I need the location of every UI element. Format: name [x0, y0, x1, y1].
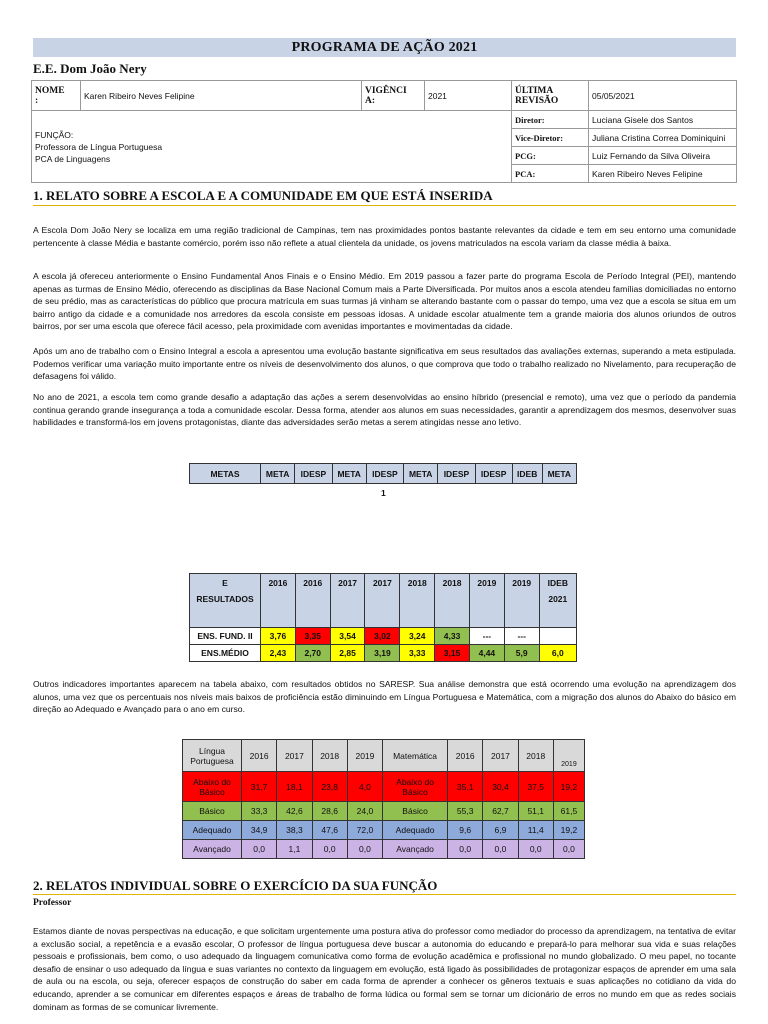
saresp-cell: 6,9	[483, 821, 518, 840]
saresp-cell: 55,3	[448, 802, 483, 821]
section-1-paragraph-2: A escola já ofereceu anteriormente o Ensino Fundamental Anos Finais e o Ensino Médio. Em 2019 passou a fazer parte do programa Escola de Período Integral (PEI), mantendo apenas as turmas de Ensino Médio, oferecendo as disciplinas da Base Nacional Comum mais a Parte Diversificada. Por muitos anos a escola atendeu famílias domiciliadas no entorno de seu prédio, mas as características do público que procura matrícula em suas turmas já vinham se alterando bastante com o passar do tempo, uma vez que a escola se situa em um bairro antigo da cidade e a comunidade nos arredores da escola consiste em pessoas idosas. A unidade escolar atualmente tem a grande maioria dos alunos oriundos de outros bairros, por ser uma escola que oferece fácil acesso, pela proximidade com avenidas importantes e movimentadas da cidade.	[33, 271, 736, 332]
saresp-cell: 37,5	[518, 772, 553, 802]
results-year-header: 2019	[469, 574, 504, 628]
nome-label: NOME	[35, 85, 65, 96]
section-2-paragraph: Estamos diante de novas perspectivas na educação, e que solicitam urgentemente uma postura ativa do professor como mediador do processo da aprendizagem, na tentativa de evitar a exclusão social, a repetência e a evasão escolar, O professor de língua portuguesa deve buscar a autonomia do educando e prepará-lo para melhorar sua vida e suas relações pessoais e profissionais, bem como, o uso adequado da linguagem comunicativa como forma de evolução acadêmica e profissional no mundo globalizado. O meu papel, no tocante desafio de ensinar o uso adequado da língua e suas variantes no contexto da linguagem em evolução, está ligado às possibilidades de protagonizar espaços de aprender em uma sala de aula ou na escola, ou seja, oferecer espaços de construção do saber em cada forma de aprender a conhecer os gêneros textuais e suas aplicações no cotidiano da vida do educando, aprender a se comunicar em diferentes espaços e áreas de trabalho de forma lúdica ou formal sem se tornar um dicionário de erros no mundo em que as redes sociais dominam as formas de se comunicar livremente.	[33, 926, 736, 1012]
section-2-title: 2. RELATOS INDIVIDUAL SOBRE O EXERCÍCIO DA SUA FUNÇÃO	[33, 878, 438, 893]
results-row-label: ENS. FUND. II	[190, 628, 261, 645]
results-cell: 5,9	[504, 645, 539, 662]
saresp-cell: 0,0	[448, 840, 483, 859]
page-title: PROGRAMA DE AÇÃO 2021	[33, 38, 736, 57]
results-row-label: ENS.MÉDIO	[190, 645, 261, 662]
revisao-label-2: REVISÃO	[515, 95, 559, 106]
saresp-level-label: Avançado	[183, 840, 242, 859]
vigencia-value: 2021	[425, 81, 512, 111]
vigencia-label-2: A:	[365, 95, 376, 106]
results-header-label-2: RESULTADOS	[196, 594, 254, 604]
revisao-label-cell	[512, 81, 589, 111]
saresp-cell: 0,0	[483, 840, 518, 859]
staff-value: Karen Ribeiro Neves Felipine	[589, 165, 737, 183]
saresp-lp-header-2: Portuguesa	[190, 755, 234, 766]
results-year-header: 2016	[261, 574, 296, 628]
saresp-cell: 19,2	[553, 772, 584, 802]
section-2-rule	[33, 894, 736, 895]
table-row	[183, 772, 585, 802]
saresp-cell: 34,9	[242, 821, 277, 840]
results-year-header: 2018	[400, 574, 435, 628]
metas-header-cell: META	[404, 464, 438, 484]
saresp-cell: 0,0	[518, 840, 553, 859]
section-1-paragraph-4: No ano de 2021, a escola tem como grande desafio a adaptação das ações a serem desenvolvidas ao ensino híbrido (presencial e remoto), uma vez que o período da pandemia continua gerando grande insegurança a toda a comunidade escolar. Dessa forma, atender aos alunos em suas necessidades, garantir a aprendizagem dos mesmos, desenvolver suas habilidades e transformá-los em jovens protagonistas, diante das adversidades serão metas a serem atingidas nesse ano letivo.	[33, 392, 736, 428]
results-cell: 3,19	[365, 645, 400, 662]
saresp-level-label: Adequado	[383, 821, 448, 840]
saresp-level-label	[183, 772, 242, 802]
saresp-level-label-1: Abaixo do	[193, 776, 231, 787]
saresp-cell: 24,0	[347, 802, 382, 821]
saresp-cell: 30,4	[483, 772, 518, 802]
saresp-year-header: 2017	[277, 740, 312, 772]
results-cell: 3,54	[330, 628, 365, 645]
saresp-cell: 23,8	[312, 772, 347, 802]
results-year-header: 2019	[504, 574, 539, 628]
staff-label: Diretor:	[512, 111, 589, 129]
staff-value: Luciana Gisele dos Santos	[589, 111, 737, 129]
saresp-level-label: Básico	[383, 802, 448, 821]
saresp-level-label-2: Básico	[199, 786, 225, 797]
results-cell: 4,44	[469, 645, 504, 662]
saresp-cell: 31,7	[242, 772, 277, 802]
staff-label: PCA:	[512, 165, 589, 183]
section-1-title: 1. RELATO SOBRE A ESCOLA E A COMUNIDADE EM QUE ESTÁ INSERIDA	[33, 188, 493, 203]
results-cell: 2,70	[295, 645, 330, 662]
saresp-level-label	[383, 772, 448, 802]
staff-value: Juliana Cristina Correa Dominiquini	[589, 129, 737, 147]
saresp-level-label: Avançado	[383, 840, 448, 859]
nome-colon: :	[35, 95, 39, 106]
saresp-cell: 72,0	[347, 821, 382, 840]
saresp-year-header: 2016	[448, 740, 483, 772]
staff-value: Luiz Fernando da Silva Oliveira	[589, 147, 737, 165]
saresp-cell: 35,1	[448, 772, 483, 802]
results-cell	[539, 628, 576, 645]
table-row	[190, 645, 577, 662]
saresp-cell: 28,6	[312, 802, 347, 821]
saresp-level-label: Adequado	[183, 821, 242, 840]
saresp-year-header: 2018	[312, 740, 347, 772]
saresp-cell: 62,7	[483, 802, 518, 821]
section-1-paragraph-1: A Escola Dom João Nery se localiza em uma região tradicional de Campinas, tem nas proximidades pontos bastante relevantes da cidade e tem em seu entorno uma comunidade pertencente à classe Média e bastante comércio, porém isso não reflete a atual clientela da unidade, os jovens matriculados na escola variam da classe média à baixa.	[33, 225, 736, 248]
saresp-cell: 19,2	[553, 821, 584, 840]
results-ideb-2: 2021	[548, 594, 568, 604]
funcao-line-2: PCA de Linguagens	[35, 153, 111, 164]
saresp-cell: 51,1	[518, 802, 553, 821]
section-1-paragraph-3: Após um ano de trabalho com o Ensino Integral a escola a apresentou uma evolução bastante significativa em seus resultados das avaliações externas, superando a meta estipulada. Podemos verificar uma variação muito importante entre os níveis de desenvolvimento dos alunos, o que comprova que todo o trabalho realizado no Nivelamento, para recuperação de defasagens foi válido.	[33, 346, 736, 382]
saresp-lp-header-1: Língua	[199, 745, 225, 756]
metas-footnote: 1	[381, 488, 386, 498]
results-ideb-header	[539, 574, 576, 628]
saresp-year-header: 2019	[553, 740, 584, 772]
metas-header-cell: IDESP	[366, 464, 403, 484]
nome-value: Karen Ribeiro Neves Felipine	[81, 81, 362, 111]
saresp-lp-header	[183, 740, 242, 772]
results-year-header: 2017	[365, 574, 400, 628]
results-header-label	[190, 574, 261, 628]
saresp-cell: 47,6	[312, 821, 347, 840]
staff-label: Vice-Diretor:	[512, 129, 589, 147]
saresp-level-label-1: Abaixo do	[396, 776, 434, 787]
results-cell: 2,85	[330, 645, 365, 662]
results-cell: ---	[469, 628, 504, 645]
vigencia-label-cell	[362, 81, 425, 111]
table-row	[183, 840, 585, 859]
results-header-label-1: E	[222, 578, 228, 588]
section-1-rule	[33, 205, 736, 206]
results-ideb-1: IDEB	[547, 578, 568, 588]
saresp-cell: 42,6	[277, 802, 312, 821]
saresp-level-label-2: Básico	[402, 786, 428, 797]
table-row	[183, 802, 585, 821]
saresp-mat-header: Matemática	[383, 740, 448, 772]
metas-header-cell: IDESP	[438, 464, 475, 484]
results-year-header: 2016	[295, 574, 330, 628]
metas-header-cell: META	[332, 464, 366, 484]
saresp-cell: 0,0	[347, 840, 382, 859]
saresp-year-header: 2018	[518, 740, 553, 772]
saresp-cell: 38,3	[277, 821, 312, 840]
table-row	[190, 628, 577, 645]
metas-header-cell: IDESP	[475, 464, 512, 484]
results-cell: 3,15	[435, 645, 470, 662]
saresp-cell: 9,6	[448, 821, 483, 840]
results-table	[189, 573, 577, 662]
saresp-cell: 61,5	[553, 802, 584, 821]
results-cell: 3,35	[295, 628, 330, 645]
saresp-year-header: 2017	[483, 740, 518, 772]
revisao-value: 05/05/2021	[589, 81, 737, 111]
saresp-level-label: Básico	[183, 802, 242, 821]
saresp-year-header: 2016	[242, 740, 277, 772]
saresp-cell: 4,0	[347, 772, 382, 802]
section-2-subtitle: Professor	[33, 898, 72, 908]
school-name: E.E. Dom João Nery	[33, 61, 147, 76]
saresp-cell: 0,0	[312, 840, 347, 859]
saresp-cell: 0,0	[242, 840, 277, 859]
nome-label-cell	[32, 81, 81, 111]
metas-header-cell: IDEB	[512, 464, 542, 484]
funcao-cell	[32, 111, 512, 183]
results-cell: 6,0	[539, 645, 576, 662]
header-info-table	[31, 80, 737, 183]
results-cell: 3,24	[400, 628, 435, 645]
results-cell: 4,33	[435, 628, 470, 645]
results-cell: 2,43	[261, 645, 296, 662]
saresp-table	[182, 739, 585, 859]
funcao-line-1: Professora de Língua Portuguesa	[35, 141, 163, 152]
metas-header-cell: META	[542, 464, 576, 484]
results-year-header: 2018	[435, 574, 470, 628]
revisao-label-1: ÚLTIMA	[515, 85, 554, 96]
saresp-paragraph: Outros indicadores importantes aparecem na tabela abaixo, com resultados obtidos no SARESP. Sua análise demonstra que está ocorrendo uma evolução na aprendizagem dos alunos, uma vez que os percentuais nos níveis mais baixos de proficiência estão diminuindo em Língua Portuguesa e Matemática, com a migração dos alunos do Abaixo do básico em direção ao Adequado e Avançado para o ano em curso.	[33, 679, 736, 715]
metas-header-cell: META	[261, 464, 295, 484]
metas-table	[189, 463, 577, 484]
saresp-cell: 33,3	[242, 802, 277, 821]
saresp-year-header: 2019	[347, 740, 382, 772]
results-cell: 3,02	[365, 628, 400, 645]
funcao-label: FUNÇÃO:	[35, 129, 74, 140]
results-year-header: 2017	[330, 574, 365, 628]
saresp-cell: 1,1	[277, 840, 312, 859]
metas-header-cell: METAS	[190, 464, 261, 484]
saresp-cell: 11,4	[518, 821, 553, 840]
vigencia-label-1: VIGÊNCI	[365, 85, 407, 96]
results-cell: ---	[504, 628, 539, 645]
saresp-cell: 0,0	[553, 840, 584, 859]
metas-header-cell: IDESP	[295, 464, 332, 484]
table-row	[183, 821, 585, 840]
results-cell: 3,76	[261, 628, 296, 645]
results-cell: 3,33	[400, 645, 435, 662]
staff-label: PCG:	[512, 147, 589, 165]
saresp-cell: 18,1	[277, 772, 312, 802]
